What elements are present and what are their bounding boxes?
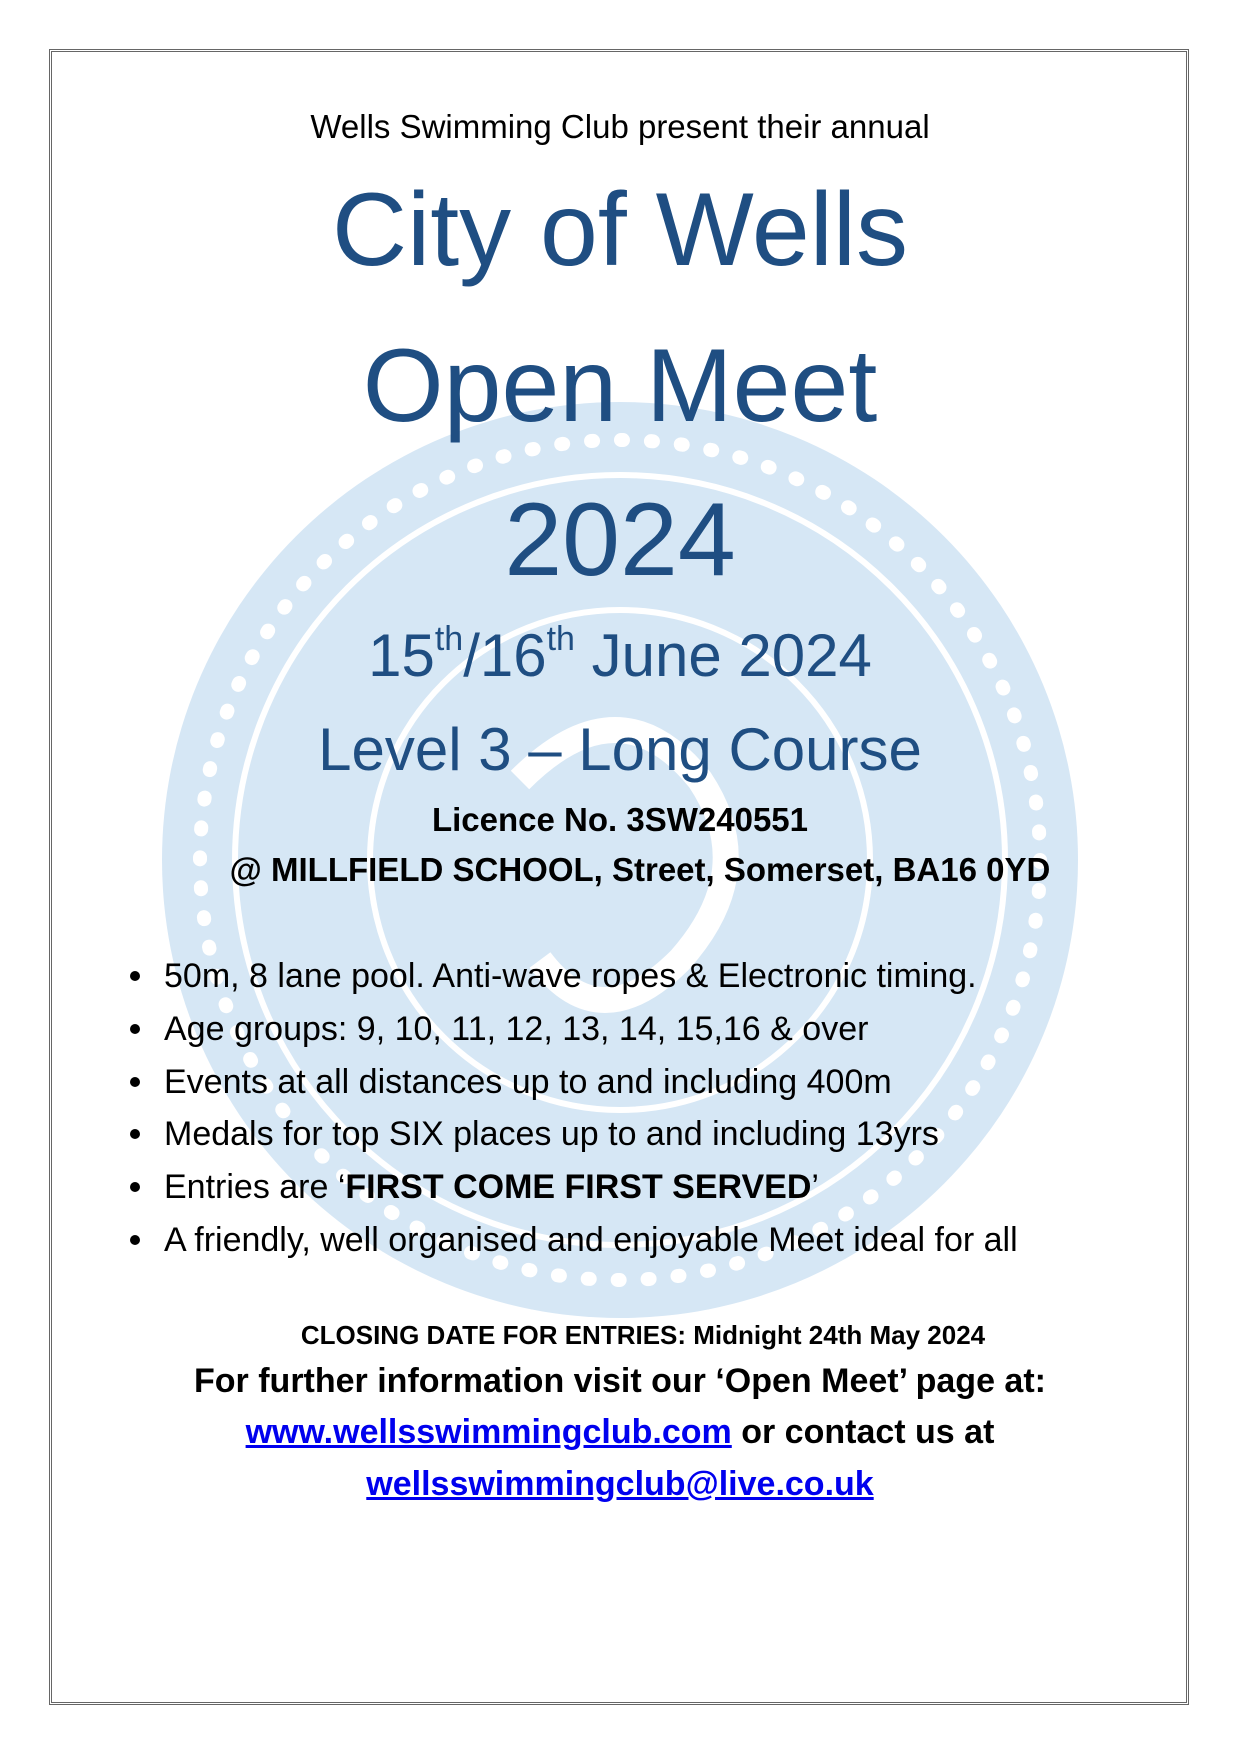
bullet-icon xyxy=(130,971,140,981)
list-item-emphasis: FIRST COME FIRST SERVED xyxy=(345,1168,812,1207)
email-link[interactable]: wellsswimmingclub@live.co.uk xyxy=(366,1465,874,1503)
bullet-icon xyxy=(130,1235,140,1245)
website-line xyxy=(0,1413,1240,1452)
list-item-text: ’ xyxy=(811,1168,819,1207)
closing-date: CLOSING DATE FOR ENTRIES: Midnight 24th May 2024 xyxy=(300,1320,986,1350)
ordinal: th xyxy=(546,620,575,658)
bullet-icon xyxy=(130,1129,140,1139)
separator: / xyxy=(463,622,480,689)
feature-list xyxy=(130,952,1018,1269)
list-item xyxy=(130,1216,1018,1269)
list-item-text: Age groups: 9, 10, 11, 12, 13, 14, 15,16 & over xyxy=(164,1009,869,1048)
title-year: 2024 xyxy=(504,482,736,598)
level-text: Level 3 – Long Course xyxy=(318,716,922,783)
further-info: For further information visit our ‘Open Meet’ page at: xyxy=(194,1362,1046,1400)
month-year: June 2024 xyxy=(574,622,872,689)
website-link[interactable]: www.wellsswimmingclub.com xyxy=(245,1413,732,1451)
list-item xyxy=(130,952,1018,1005)
list-item-text: A friendly, well organised and enjoyable Meet ideal for all xyxy=(164,1220,1018,1259)
list-item-text: Events at all distances up to and including 400m xyxy=(164,1062,892,1101)
list-item xyxy=(130,1110,1018,1163)
ordinal: th xyxy=(434,620,464,658)
bullet-icon xyxy=(130,1077,140,1087)
contact-text: or contact us at xyxy=(731,1413,995,1451)
day2: 16 xyxy=(479,622,547,689)
day1: 15 xyxy=(368,622,435,689)
bullet-icon xyxy=(130,1024,140,1034)
licence-number: Licence No. 3SW240551 xyxy=(431,801,809,838)
intro-text: Wells Swimming Club present their annual xyxy=(310,108,930,145)
list-item-text: 50m, 8 lane pool. Anti-wave ropes & Electronic timing. xyxy=(164,957,977,995)
list-item xyxy=(130,1163,1018,1216)
venue: @ MILLFIELD SCHOOL, Street, Somerset, BA16 0YD xyxy=(229,851,1051,888)
list-item-text: Medals for top SIX places up to and including 13yrs xyxy=(164,1115,939,1154)
list-item xyxy=(130,1005,1018,1058)
title-line-1: City of Wells xyxy=(332,172,908,288)
bullet-icon xyxy=(130,1182,140,1192)
event-dates xyxy=(0,620,1240,689)
list-item xyxy=(130,1058,1018,1111)
list-item-text: Entries are ‘ xyxy=(164,1168,346,1207)
email-line xyxy=(0,1465,1240,1504)
title-line-2: Open Meet xyxy=(362,328,878,444)
